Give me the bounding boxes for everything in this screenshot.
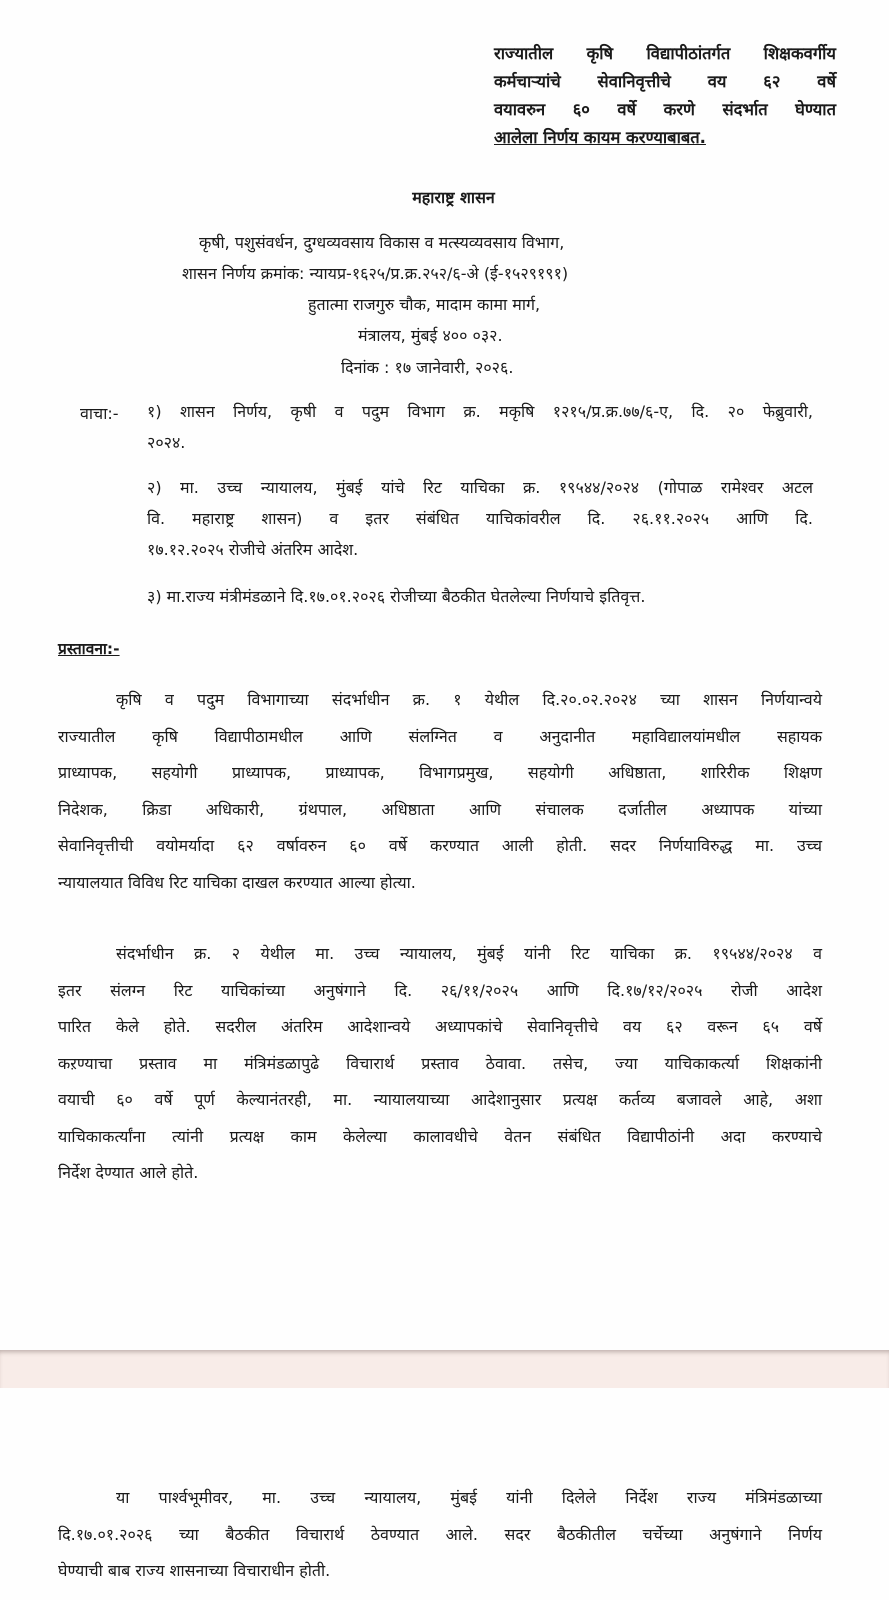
reference-line: २) मा. उच्च न्यायालय, मुंबई यांचे रिट याचिका क्र. १९५४४/२०२४ (गोपाळ रामेश्वर अटल — [147, 478, 813, 497]
paragraph-line: इतर संलग्न रिट याचिकांच्या अनुषंगाने दि. २६/११/२०२५ आणि दि.१७/१२/२०२५ रोजी आदेश — [58, 980, 822, 1000]
subject-line: वयावरुन ६० वर्षे करणे संदर्भात घेण्यात — [494, 100, 836, 119]
reference-line: वि. महाराष्ट्र शासन) व इतर संबंधित याचिकांवरील दि. २६.११.२०२५ आणि दि. — [147, 509, 813, 528]
gr-number: शासन निर्णय क्रमांक: न्यायप्र-१६२५/प्र.क्र.२५२/६-अे (ई-१५२९१९१) — [182, 264, 569, 283]
address-line-1: हुतात्मा राजगुरु चौक, मादाम कामा मार्ग, — [308, 295, 541, 314]
subject-line: कर्मचाऱ्यांचे सेवानिवृत्तीचे वय ६२ वर्षे — [494, 72, 836, 91]
paragraph-line: निदेशक, क्रिडा अधिकारी, ग्रंथपाल, अधिष्ठाता आणि संचालक दर्जातील अध्यापक यांच्या — [58, 799, 822, 819]
subject-line: राज्यातील कृषि विद्यापीठांतर्गत शिक्षकवर्गीय — [494, 44, 836, 63]
subject-line-underlined: आलेला निर्णय कायम करण्याबाबत. — [494, 128, 706, 147]
paragraph-line: संदर्भाधीन क्र. २ येथील मा. उच्च न्यायालय, मुंबई यांनी रिट याचिका क्र. १९५४४/२०२४ व — [116, 944, 822, 963]
paragraph-line: प्राध्यापक, सहयोगी प्राध्यापक, प्राध्यापक, विभागप्रमुख, सहयोगी अधिष्ठाता, शारिरीक शिक्षण — [58, 763, 822, 782]
references-label: वाचा:- — [80, 404, 119, 423]
reference-item-2 — [147, 472, 813, 565]
paragraph-line: वयाची ६० वर्षे पूर्ण केल्यानंतरही, मा. न्यायालयाच्या आदेशानुसार प्रत्यक्ष कर्तव्य बजावले आहे, अशा — [58, 1090, 822, 1109]
reference-line: १७.१२.२०२५ रोजीचे अंतरिम आदेश. — [147, 540, 359, 559]
paragraph-line: या पार्श्वभूमीवर, मा. उच्च न्यायालय, मुंबई यांनी दिलेले निर्देश राज्य मंत्रिमंडळाच्या — [116, 1488, 822, 1507]
reference-line: १) शासन निर्णय, कृषी व पदुम विभाग क्र. मकृषि १२१५/प्र.क्र.७७/६-ए, दि. २० फेब्रुवारी, — [147, 402, 813, 421]
paragraph-line: पारित केले होते. सदरील अंतरिम आदेशान्वये अध्यापकांचे सेवानिवृत्तीचे वय ६२ वरून ६५ वर्षे — [58, 1017, 822, 1036]
reference-line: २०२४. — [147, 433, 186, 452]
preamble-paragraph-2 — [58, 936, 822, 1192]
preamble-paragraph-3 — [58, 1480, 822, 1590]
paragraph-line: दि.१७.०१.२०२६ च्या बैठकीत विचारार्थ ठेवण्यात आले. सदर बैठकीतील चर्चेच्या अनुषंगाने निर्णय — [58, 1524, 822, 1544]
paragraph-line: याचिकाकर्त्यांना त्यांनी प्रत्यक्ष काम केलेल्या कालावधीचे वेतन संबंधित विद्यापीठांनी अदा करण्याचे — [58, 1126, 822, 1146]
paragraph-line: राज्यातील कृषि विद्यापीठामधील आणि संलग्नित व अनुदानीत महाविद्यालयांमधील सहायक — [58, 726, 822, 746]
preamble-heading: प्रस्तावना:- — [58, 640, 120, 658]
page-separator — [0, 1350, 889, 1388]
preamble-paragraph-1 — [58, 682, 822, 901]
subject-block — [494, 40, 836, 152]
reference-line: ३) मा.राज्य मंत्रीमंडळाने दि.१७.०१.२०२६ रोजीच्या बैठकीत घेतलेल्या निर्णयाचे इतिवृत्त. — [147, 587, 646, 606]
reference-item-1 — [147, 396, 813, 458]
paragraph-line: घेण्याची बाब राज्य शासनाच्या विचाराधीन होती. — [58, 1561, 331, 1580]
reference-item-3 — [147, 581, 813, 612]
gr-date: दिनांक : १७ जानेवारी, २०२६. — [341, 358, 514, 377]
paragraph-line: न्यायालयात विविध रिट याचिका दाखल करण्यात आल्या होत्या. — [58, 872, 416, 892]
paragraph-line: सेवानिवृत्तीची वयोमर्यादा ६२ वर्षावरुन ६० वर्षे करण्यात आली होती. सदर निर्णयाविरुद्ध मा. उच्च — [58, 836, 822, 855]
department-name: कृषी, पशुसंवर्धन, दुग्धव्यवसाय विकास व मत्स्यव्यवसाय विभाग, — [199, 233, 565, 252]
paragraph-line: कऱण्याचा प्रस्ताव मा मंत्रिमंडळापुढे विचारार्थ प्रस्ताव ठेवावा. तसेच, ज्या याचिकाकर्त्या शिक्षकांनी — [58, 1053, 822, 1073]
address-line-2: मंत्रालय, मुंबई ४०० ०३२. — [358, 326, 503, 345]
paragraph-line: निर्देश देण्यात आले होते. — [58, 1163, 199, 1182]
paragraph-line: कृषि व पदुम विभागाच्या संदर्भाधीन क्र. १ येथील दि.२०.०२.२०२४ च्या शासन निर्णयान्वये — [116, 690, 822, 709]
government-name: महाराष्ट्र शासन — [412, 188, 495, 207]
